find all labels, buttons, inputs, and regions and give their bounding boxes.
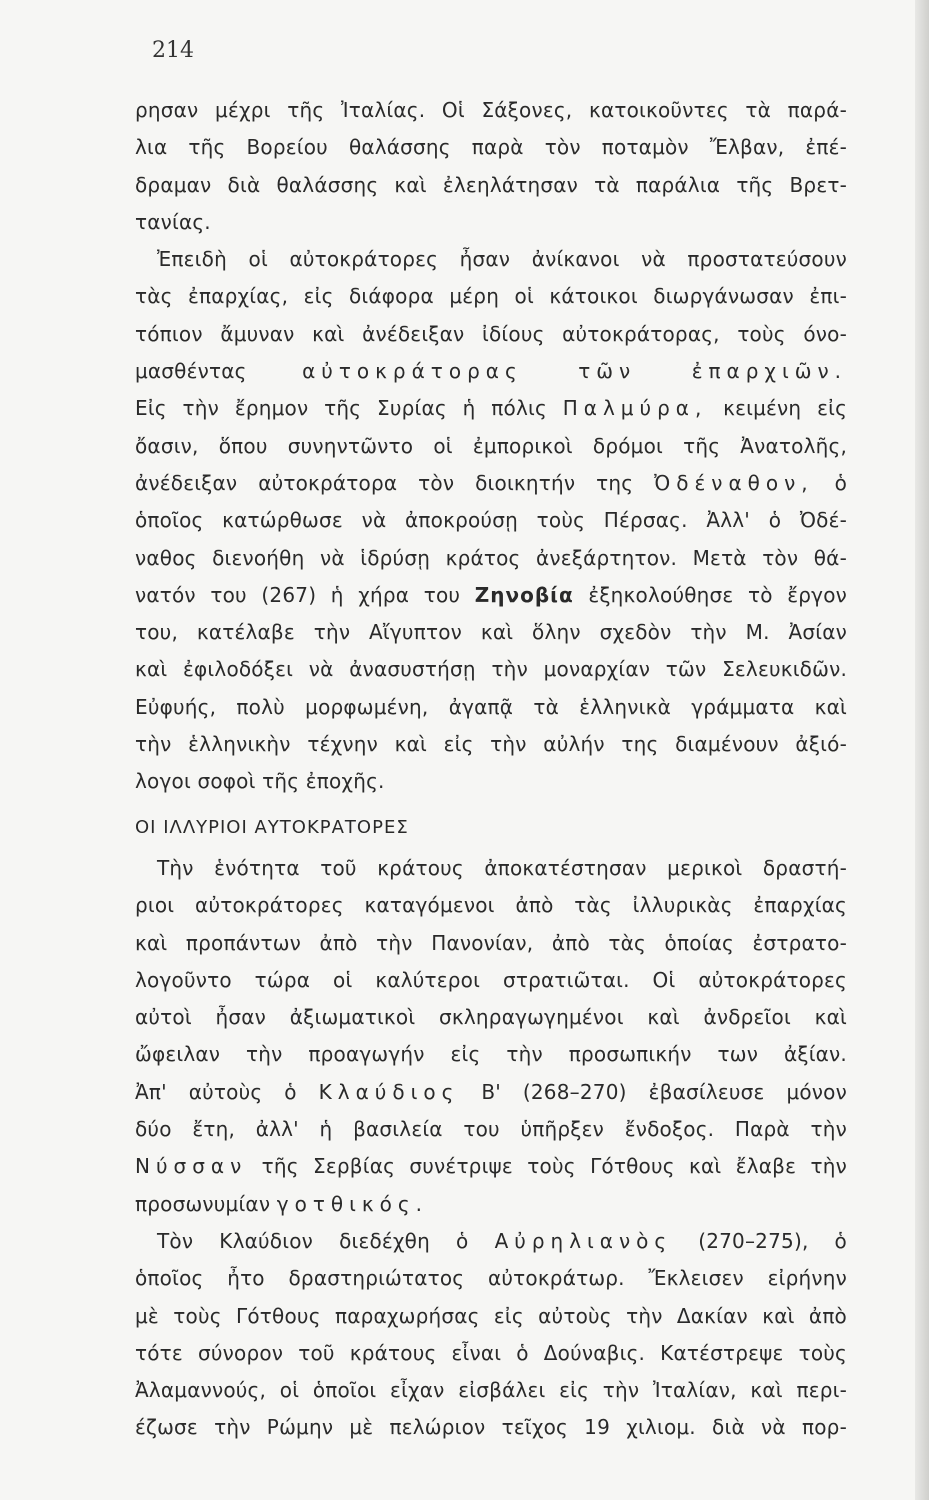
text-run: (270–275), ὁ <box>698 1228 847 1253</box>
emphasized-term: Παλμύρα, <box>562 396 708 421</box>
text-run: νατόν του (267) ἡ χήρα του <box>135 582 461 607</box>
text-run: μασθέντας <box>135 359 247 384</box>
emphasized-term: ἐπαρχιῶν. <box>691 359 847 384</box>
text-run: ὁ <box>834 470 847 495</box>
text-line <box>135 353 847 390</box>
text-line: τὰς ἐπαρχίας, εἰς διάφορα μέρη οἱ κάτοικοι διωργάνωσαν ἐπι- <box>135 284 847 309</box>
text-run: ἀνέδειξαν αὐτοκράτορα τὸν διοικητήν της <box>135 470 634 495</box>
text-line: δύο ἔτη, ἀλλ' ἡ βασιλεία του ὑπῆρξεν ἔνδοξος. Παρὰ τὴν <box>135 1117 847 1142</box>
text-run: ἐξηκολούθησε τὸ ἔργον <box>588 582 847 607</box>
text-line: τόπιον ἄμυναν καὶ ἀνέδειξαν ἰδίους αὐτοκράτορας, τοὺς όνο- <box>135 321 847 346</box>
text-line: ρησαν μέχρι τῆς Ἰταλίας. Οἱ Σάξονες, κατοικοῦντες τὰ παρά- <box>135 98 847 122</box>
text-line: έζωσε τὴν Ρώμην μὲ πελώριον τεῖχος 19 χιλιομ. διὰ νὰ πορ- <box>135 1415 847 1440</box>
emphasized-term: γοτθικός. <box>276 1191 429 1216</box>
text-line <box>135 1148 847 1185</box>
text-run: Εἰς τὴν ἔρημον τῆς Συρίας ἡ πόλις <box>135 396 547 421</box>
text-line <box>135 1074 847 1111</box>
text-line: Ἀλαμαννούς, οἱ ὁποῖοι εἶχαν εἰσβάλει εἰς τὴν Ἰταλίαν, καὶ περι- <box>135 1378 847 1403</box>
text-run: προσωνυμίαν <box>135 1191 271 1216</box>
text-line <box>135 577 847 614</box>
text-line: ὁποῖος ἦτο δραστηριώτατος αὐτοκράτωρ. Ἔκλεισεν εἰρήνην <box>135 1266 847 1291</box>
text-line: ὄασιν, ὅπου συνηντῶντο οἱ ἐμπορικοὶ δρόμοι τῆς Ἀνατολῆς, <box>135 433 847 458</box>
text-line: ὁποῖος κατώρθωσε νὰ ἀποκρούσῃ τοὺς Πέρσας. Ἀλλ' ὁ Ὀδέ- <box>135 508 847 533</box>
text-line: Τὴν ἑνότητα τοῦ κράτους ἀποκατέστησαν μερικοὶ δραστή- <box>157 855 847 880</box>
text-run: Τὸν Κλαύδιον διεδέχθη ὁ <box>157 1228 469 1253</box>
text-line <box>135 1223 847 1260</box>
text-line: μὲ τοὺς Γότθους παραχωρήσας εἰς αὐτοὺς τὴν Δακίαν καὶ ἀπὸ <box>135 1303 847 1328</box>
text-line: ὤφειλαν τὴν προαγωγήν εἰς τὴν προσωπικήν των ἀξίαν. <box>135 1042 847 1067</box>
emphasized-term: Αὐρηλιανὸς <box>494 1228 673 1253</box>
emphasized-term: Ὀδέναθον, <box>654 470 814 495</box>
text-line: ναθος διενοήθη νὰ ἱδρύσῃ κράτος ἀνεξάρτητον. Μετὰ τὸν θά- <box>135 545 847 570</box>
text-line <box>135 465 847 502</box>
text-line: Ἐπειδὴ οἱ αὐτοκράτορες ἦσαν ἀνίκανοι νὰ προστατεύσουν <box>157 247 847 272</box>
text-line: του, κατέλαβε τὴν Αἴγυπτον καὶ ὅλην σχεδὸν τὴν Μ. Ἀσίαν <box>135 620 847 645</box>
text-line: καὶ προπάντων ἀπὸ τὴν Πανονίαν, ἀπὸ τὰς ὁποίας ἐστρατο- <box>135 930 847 955</box>
emphasized-term: τῶν <box>578 359 637 384</box>
emphasized-term: αὐτοκράτορας <box>302 359 523 384</box>
bold-term: Ζηνοβία <box>474 582 574 607</box>
emphasized-term: Νύσσαν <box>135 1154 248 1179</box>
text-run: Β' (268–270) ἐβασίλευσε μόνον <box>481 1079 847 1104</box>
text-line: Εὐφυής, πολὺ μορφωμένη, ἀγαπᾷ τὰ ἑλληνικὰ γράμματα καὶ <box>135 694 847 719</box>
text-line: λογοι σοφοὶ τῆς ἐποχῆς. <box>135 769 385 794</box>
text-run: κειμένη εἰς <box>723 396 847 421</box>
text-line: ριοι αὐτοκράτορες καταγόμενοι ἀπὸ τὰς ἰλλυρικὰς ἐπαρχίας <box>135 893 847 918</box>
text-line: λια τῆς Βορείου θαλάσσης παρὰ τὸν ποταμὸν Ἔλβαν, ἐπέ- <box>135 135 847 160</box>
text-line: καὶ ἐφιλοδόξει νὰ ἀνασυστήσῃ τὴν μοναρχίαν τῶν Σελευκιδῶν. <box>135 657 847 682</box>
text-line: τὴν ἑλληνικὴν τέχνην καὶ εἰς τὴν αὐλήν της διαμένουν ἀξιό- <box>135 732 847 757</box>
text-run: Ἀπ' αὐτοὺς ὁ <box>135 1079 297 1104</box>
section-heading: ΟΙ ΙΛΛΥΡΙΟΙ ΑΥΤΟΚΡΑΤΟΡΕΣ <box>135 816 409 838</box>
text-line: τανίας. <box>135 209 211 234</box>
text-line: αὐτοὶ ἦσαν ἀξιωματικοὶ σκληραγωγημένοι καὶ ἀνδρεῖοι καὶ <box>135 1005 847 1030</box>
page-number: 214 <box>152 38 194 63</box>
text-line: τότε σύνορον τοῦ κράτους εἶναι ὁ Δούναβις. Κατέστρεψε τοὺς <box>135 1340 847 1365</box>
text-line <box>135 390 847 427</box>
emphasized-term: Κλαύδιος <box>318 1079 460 1104</box>
page-body <box>135 92 847 1447</box>
text-line: λογοῦντο τώρα οἱ καλύτεροι στρατιῶται. Οἱ αὐτοκράτορες <box>135 967 847 992</box>
page-edge <box>915 0 929 1500</box>
text-line: δραμαν διὰ θαλάσσης καὶ ἐλεηλάτησαν τὰ παράλια τῆς Βρετ- <box>135 172 847 197</box>
text-run: τῆς Σερβίας συνέτριψε τοὺς Γότθους καὶ ἔλαβε τὴν <box>261 1154 847 1179</box>
text-line <box>135 1186 847 1223</box>
